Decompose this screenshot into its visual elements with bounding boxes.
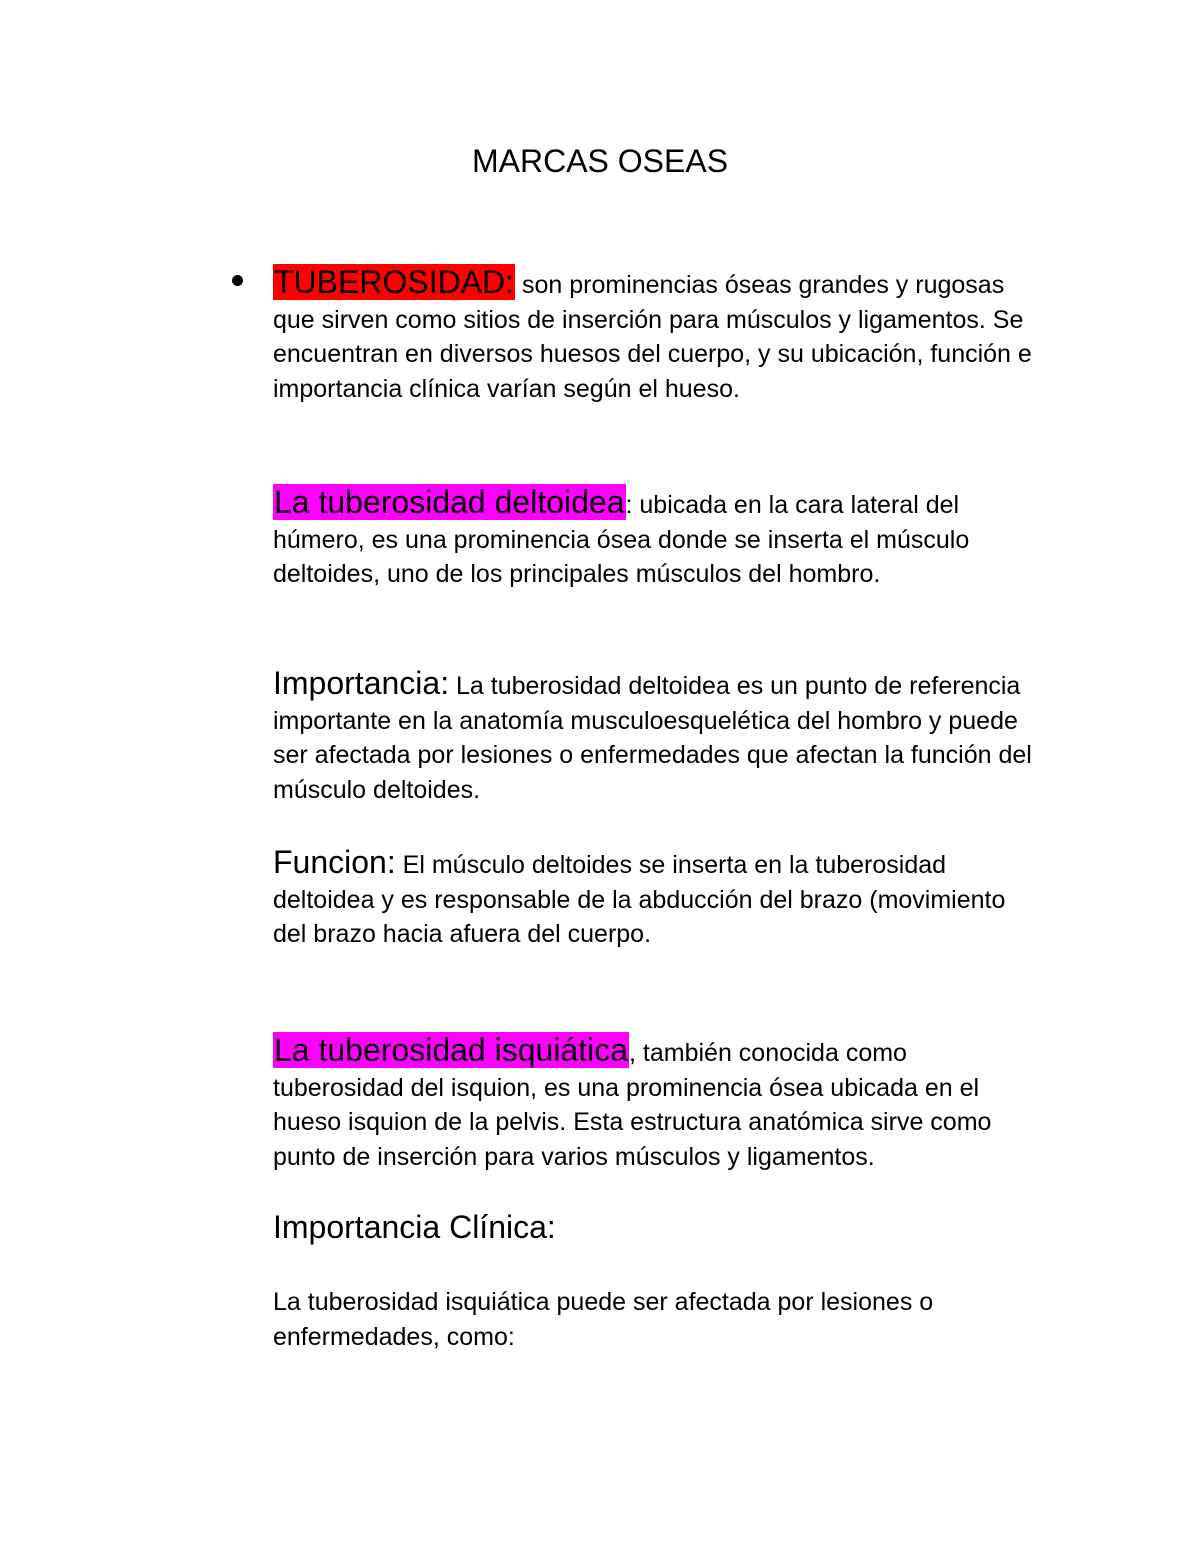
tuberosidad-text: son prominencias óseas grandes y rugosas que sirven como sitios de inserción para músculos y ligamentos. Se encuentran en diversos huesos del cuerpo, y su ubicación, función e importancia clínica varían según el hueso. <box>273 271 1032 403</box>
isquiatica-term: La tuberosidad isquiática <box>274 1032 629 1068</box>
importancia-text: La tuberosidad deltoidea es un punto de referencia importante en la anatomía musculoesquelética del hombro y puede ser afectada por lesiones o enfermedades que afectan la función del músculo deltoides. <box>273 672 1032 804</box>
deltoidea-paragraph <box>273 485 1033 592</box>
importancia-label: Importancia: <box>273 665 450 701</box>
importancia-paragraph <box>273 666 1033 807</box>
funcion-text: El músculo deltoides se inserta en la tuberosidad deltoidea y es responsable de la abducción del brazo (movimiento del brazo hacia afuera del cuerpo. <box>273 851 1006 948</box>
funcion-paragraph <box>273 845 1033 952</box>
bullet-icon <box>232 275 243 286</box>
deltoidea-term: La tuberosidad deltoidea <box>274 484 625 520</box>
isquiatica-paragraph <box>273 1033 1033 1174</box>
importancia-clinica-paragraph: La tuberosidad isquiática puede ser afectada por lesiones o enfermedades, como: <box>273 1288 934 1351</box>
tuberosidad-paragraph <box>273 265 1033 406</box>
deltoidea-colon: : <box>625 491 633 519</box>
tuberosidad-term: TUBEROSIDAD: <box>274 264 515 300</box>
deltoidea-text: ubicada en la cara lateral del húmero, es una prominencia ósea donde se inserta el músculo deltoides, uno de los principales músculos del hombro. <box>273 491 970 588</box>
importancia-clinica-heading: Importancia Clínica: <box>273 1209 556 1245</box>
page-title: MARCAS OSEAS <box>471 143 729 179</box>
funcion-label: Funcion: <box>273 844 396 880</box>
isquiatica-text: , también conocida como tuberosidad del isquion, es una prominencia ósea ubicada en el hueso isquion de la pelvis. Esta estructura anatómica sirve como punto de inserción para varios músculos y ligamentos. <box>273 1039 992 1171</box>
